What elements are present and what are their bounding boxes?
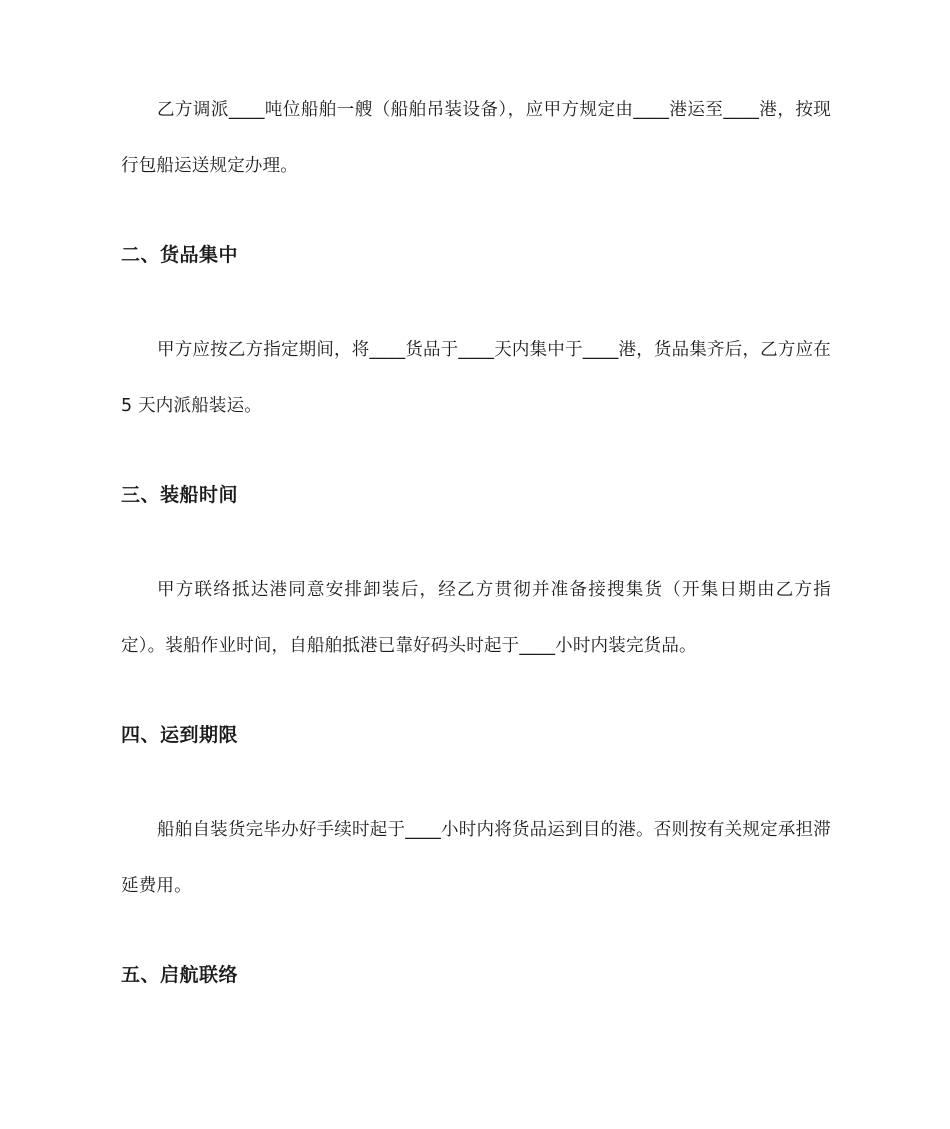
heading-departure-contact: 五、启航联络 [121, 964, 239, 986]
paragraph-loading-time: 甲方联络抵达港同意安排卸装后，经乙方贯彻并准备接搜集货（开集日期由乙方指定）。装船作业时间，自船舶抵港已靠好码头时起于____小时内装完货品。 [121, 580, 831, 656]
paragraph-cargo-collection: 甲方应按乙方指定期间，将____货品于____天内集中于____港，货品集齐后，乙方应在 5 天内派船装运。 [121, 340, 831, 416]
heading-cargo-collection: 二、货品集中 [121, 244, 239, 266]
paragraph-delivery-deadline: 船舶自装货完毕办好手续时起于____小时内将货品运到目的港。否则按有关规定承担滞延费用。 [121, 820, 831, 896]
paragraph-vessel-dispatch: 乙方调派____吨位船舶一艘（船舶吊装设备），应甲方规定由____港运至____港，按现行包船运送规定办理。 [121, 100, 831, 176]
heading-loading-time: 三、装船时间 [121, 484, 239, 506]
heading-delivery-deadline: 四、运到期限 [121, 724, 239, 746]
